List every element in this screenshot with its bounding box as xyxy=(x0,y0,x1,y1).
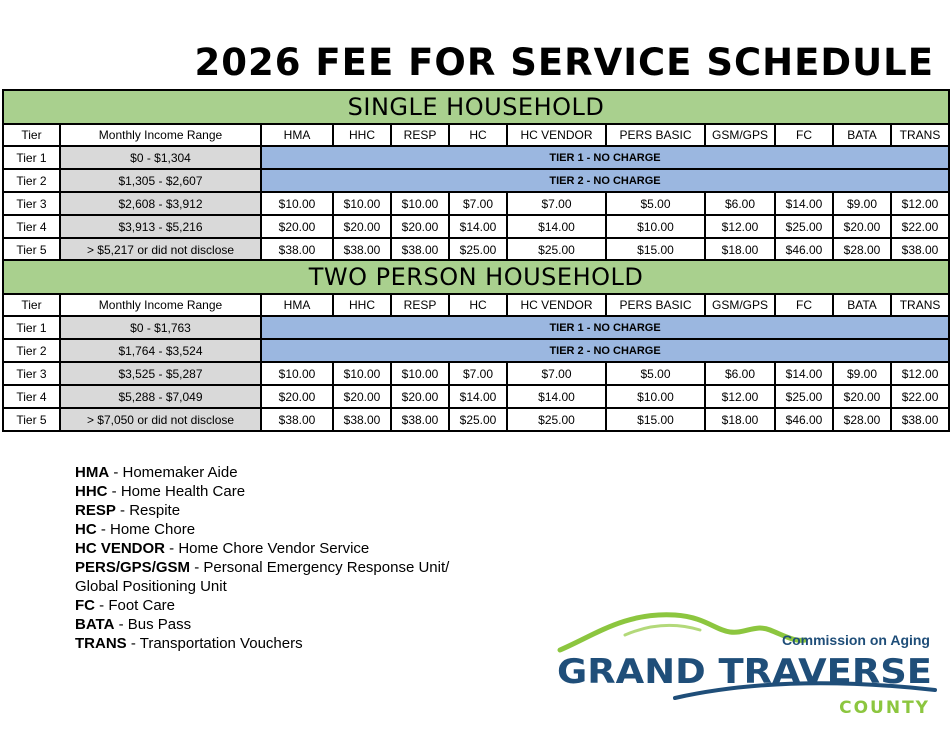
fee-cell: $38.00 xyxy=(891,408,949,431)
income-range: > $5,217 or did not disclose xyxy=(60,238,261,261)
tier-label: Tier 5 xyxy=(3,238,60,261)
column-header: Monthly Income Range xyxy=(60,124,261,146)
legend-desc: - Home Chore xyxy=(96,521,196,538)
fee-cell: $38.00 xyxy=(261,408,333,431)
section-heading: SINGLE HOUSEHOLD xyxy=(3,90,949,124)
fee-cell: $46.00 xyxy=(775,238,833,261)
fee-cell: $38.00 xyxy=(391,238,449,261)
legend-item xyxy=(75,501,485,520)
column-header: Tier xyxy=(3,294,60,316)
fee-cell: $12.00 xyxy=(891,192,949,215)
table-row xyxy=(3,316,949,339)
column-header: Monthly Income Range xyxy=(60,294,261,316)
fee-cell: $9.00 xyxy=(833,192,891,215)
fee-cell: $18.00 xyxy=(705,408,775,431)
income-range: $3,913 - $5,216 xyxy=(60,215,261,238)
fee-cell: $6.00 xyxy=(705,192,775,215)
column-header: GSM/GPS xyxy=(705,294,775,316)
fee-cell: $25.00 xyxy=(449,238,507,261)
fee-cell: $15.00 xyxy=(606,408,705,431)
column-header: FC xyxy=(775,294,833,316)
income-range: $5,288 - $7,049 xyxy=(60,385,261,408)
legend-desc: - Home Health Care xyxy=(107,483,246,500)
column-header: TRANS xyxy=(891,124,949,146)
column-header: HC xyxy=(449,294,507,316)
tier-label: Tier 2 xyxy=(3,339,60,362)
legend-item xyxy=(75,520,485,539)
table-row xyxy=(3,146,949,169)
fee-cell: $25.00 xyxy=(507,408,606,431)
column-header: PERS BASIC xyxy=(606,124,705,146)
column-header: PERS BASIC xyxy=(606,294,705,316)
column-header: BATA xyxy=(833,124,891,146)
legend-abbr: TRANS xyxy=(75,635,127,652)
fee-cell: $25.00 xyxy=(507,238,606,261)
fee-cell: $14.00 xyxy=(507,385,606,408)
fee-cell: $10.00 xyxy=(606,215,705,238)
table-row xyxy=(3,215,949,238)
fee-cell: $10.00 xyxy=(261,362,333,385)
legend-abbr: HHC xyxy=(75,483,108,500)
column-header: TRANS xyxy=(891,294,949,316)
fee-cell: $25.00 xyxy=(775,215,833,238)
fee-cell: $20.00 xyxy=(833,385,891,408)
fee-cell: $10.00 xyxy=(391,362,449,385)
column-header: RESP xyxy=(391,124,449,146)
fee-cell: $38.00 xyxy=(333,238,391,261)
logo-name: GRAND TRAVERSE xyxy=(557,652,932,692)
single-household-table xyxy=(2,89,950,262)
column-header: HMA xyxy=(261,294,333,316)
fee-cell: $6.00 xyxy=(705,362,775,385)
table-row xyxy=(3,339,949,362)
tier-label: Tier 5 xyxy=(3,408,60,431)
column-header: FC xyxy=(775,124,833,146)
legend-item xyxy=(75,634,485,653)
legend-desc: - Personal Emergency Response Unit/ Global Positioning Unit xyxy=(75,559,450,595)
fee-cell: $14.00 xyxy=(775,362,833,385)
fee-cell: $38.00 xyxy=(261,238,333,261)
fee-cell: $9.00 xyxy=(833,362,891,385)
fee-cell: $20.00 xyxy=(333,215,391,238)
page-title: 2026 FEE FOR SERVICE SCHEDULE xyxy=(194,40,934,85)
fee-cell: $7.00 xyxy=(449,362,507,385)
logo-county: COUNTY xyxy=(839,698,930,718)
fee-cell: $20.00 xyxy=(391,385,449,408)
fee-cell: $25.00 xyxy=(775,385,833,408)
two-person-household-table xyxy=(2,259,950,432)
column-header: HC VENDOR xyxy=(507,294,606,316)
table-row xyxy=(3,192,949,215)
table-row xyxy=(3,238,949,261)
table-row xyxy=(3,408,949,431)
column-header: GSM/GPS xyxy=(705,124,775,146)
fee-cell: $46.00 xyxy=(775,408,833,431)
column-header: HC VENDOR xyxy=(507,124,606,146)
section-heading: TWO PERSON HOUSEHOLD xyxy=(3,260,949,294)
legend-item xyxy=(75,482,485,501)
tier-label: Tier 1 xyxy=(3,316,60,339)
legend-abbr: HMA xyxy=(75,464,110,481)
logo-hills-icon xyxy=(560,615,805,650)
legend-abbr: PERS/GPS/GSM xyxy=(75,559,191,576)
fee-cell: $38.00 xyxy=(333,408,391,431)
income-range: $0 - $1,763 xyxy=(60,316,261,339)
fee-cell: $28.00 xyxy=(833,238,891,261)
fee-cell: $10.00 xyxy=(391,192,449,215)
fee-cell: $12.00 xyxy=(705,385,775,408)
legend-desc: - Transportation Vouchers xyxy=(126,635,303,652)
fee-cell: $38.00 xyxy=(391,408,449,431)
fee-cell: $20.00 xyxy=(833,215,891,238)
fee-cell: $7.00 xyxy=(507,192,606,215)
fee-cell: $14.00 xyxy=(449,385,507,408)
fee-cell: $20.00 xyxy=(391,215,449,238)
logo-hill-inner-icon xyxy=(625,625,700,635)
no-charge-band: TIER 2 - NO CHARGE xyxy=(261,169,949,192)
fee-cell: $10.00 xyxy=(261,192,333,215)
column-header: HHC xyxy=(333,124,391,146)
legend-abbr: HC VENDOR xyxy=(75,540,166,557)
tier-label: Tier 2 xyxy=(3,169,60,192)
no-charge-band: TIER 1 - NO CHARGE xyxy=(261,146,949,169)
legend-desc: - Respite xyxy=(115,502,181,519)
income-range: $0 - $1,304 xyxy=(60,146,261,169)
fee-cell: $10.00 xyxy=(606,385,705,408)
column-header: BATA xyxy=(833,294,891,316)
legend-item xyxy=(75,615,485,634)
no-charge-band: TIER 1 - NO CHARGE xyxy=(261,316,949,339)
tier-label: Tier 3 xyxy=(3,192,60,215)
legend-desc: - Homemaker Aide xyxy=(109,464,238,481)
column-header: RESP xyxy=(391,294,449,316)
column-header: HC xyxy=(449,124,507,146)
fee-cell: $28.00 xyxy=(833,408,891,431)
fee-cell: $5.00 xyxy=(606,362,705,385)
tier-label: Tier 4 xyxy=(3,385,60,408)
fee-cell: $14.00 xyxy=(507,215,606,238)
income-range: $2,608 - $3,912 xyxy=(60,192,261,215)
logo-tagline: Commission on Aging xyxy=(781,632,930,648)
column-header: Tier xyxy=(3,124,60,146)
fee-cell: $22.00 xyxy=(891,385,949,408)
income-range: $3,525 - $5,287 xyxy=(60,362,261,385)
tier-label: Tier 1 xyxy=(3,146,60,169)
fee-cell: $10.00 xyxy=(333,192,391,215)
income-range: $1,305 - $2,607 xyxy=(60,169,261,192)
fee-cell: $22.00 xyxy=(891,215,949,238)
fee-cell: $10.00 xyxy=(333,362,391,385)
table-row xyxy=(3,362,949,385)
column-header: HHC xyxy=(333,294,391,316)
income-range: $1,764 - $3,524 xyxy=(60,339,261,362)
legend-abbr: RESP xyxy=(75,502,116,519)
grand-traverse-county-logo xyxy=(555,610,940,720)
tier-label: Tier 4 xyxy=(3,215,60,238)
table-row xyxy=(3,169,949,192)
fee-cell: $15.00 xyxy=(606,238,705,261)
fee-cell: $25.00 xyxy=(449,408,507,431)
column-header: HMA xyxy=(261,124,333,146)
abbreviation-legend xyxy=(75,463,485,653)
legend-desc: - Foot Care xyxy=(95,597,176,614)
fee-cell: $5.00 xyxy=(606,192,705,215)
fee-cell: $18.00 xyxy=(705,238,775,261)
fee-cell: $7.00 xyxy=(449,192,507,215)
legend-abbr: FC xyxy=(75,597,95,614)
fee-cell: $20.00 xyxy=(333,385,391,408)
legend-item xyxy=(75,558,485,596)
legend-item xyxy=(75,596,485,615)
fee-cell: $7.00 xyxy=(507,362,606,385)
fee-cell: $20.00 xyxy=(261,215,333,238)
fee-cell: $12.00 xyxy=(891,362,949,385)
legend-item xyxy=(75,539,485,558)
legend-desc: - Bus Pass xyxy=(114,616,192,633)
fee-cell: $20.00 xyxy=(261,385,333,408)
no-charge-band: TIER 2 - NO CHARGE xyxy=(261,339,949,362)
legend-item xyxy=(75,463,485,482)
fee-cell: $14.00 xyxy=(449,215,507,238)
legend-desc: - Home Chore Vendor Service xyxy=(165,540,370,557)
legend-abbr: HC xyxy=(75,521,97,538)
table-row xyxy=(3,385,949,408)
fee-cell: $12.00 xyxy=(705,215,775,238)
income-range: > $7,050 or did not disclose xyxy=(60,408,261,431)
fee-cell: $38.00 xyxy=(891,238,949,261)
fee-cell: $14.00 xyxy=(775,192,833,215)
tier-label: Tier 3 xyxy=(3,362,60,385)
legend-abbr: BATA xyxy=(75,616,115,633)
